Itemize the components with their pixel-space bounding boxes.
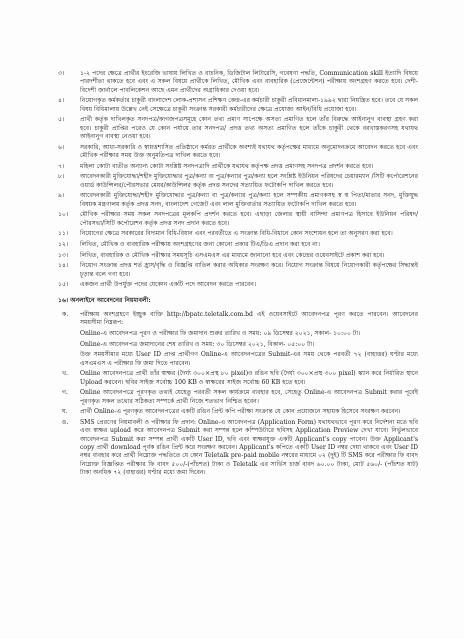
clause-text: ১-২ পদের ক্ষেত্রে প্রার্থীর ইংরেজি ভাষায় লিখিত ও বাচনিক, ডিজিটাল লিটারেসি, গবেষণা পদ্ধতি, Communication skill ইত্যাদি বিষয়ে পারদর্শীতা থাকতে হবে এবং এ সকল বিষয়ে প্রার্থীকে লিখিত, মৌখিক এবং ব্যবহারিক (প্রেজেন্টেশন) পরীক্ষায় অংশগ্রহণ করতে হবে। দেশী-বিদেশী জার্নালে পাবলিকেশন আছে এমন প্রার্থীদের অগ্রাধিকার দেওয়া হবে। [80,70,418,94]
clause-text: লিখিত, মৌখিক ও ব্যবহারিক পরীক্ষায় অংশগ্রহণের জন্য কোনো প্রকার টিএ/ডিএ প্রদান করা হবে না। [80,241,320,248]
sub-clause-number: খ. [62,370,68,378]
clause-text: নিয়োগকৃত কর্মকর্তার চাকুরী বাংলাদেশ লোক-প্রশাসন প্রশিক্ষণ কেন্দ্র-এর কর্মচারী চাকুরী প্রবিধানমালা-১৯৯২ দ্বারা নিয়ন্ত্রিত হবে। তবে যে সকল বিষয় বিধিমালায় উল্লেখ নেই সেক্ষেত্রে চাকুরী সংক্রান্ত সরকারী কর্মচারীদের ক্ষেত্রে প্রযোজ্য আইন/বিধি প্রযোজ্য হবে। [80,97,418,113]
clause-10 [58,211,418,228]
clause-number: ১২। [58,241,69,248]
sub-clause-end-date [58,341,418,349]
sub-clause-text: Online-এ আবেদনপত্র পূরণ ও পরীক্ষার ফি জমাদান শুরুর তারিখ ও সময়: ০৯ ডিসেম্বর ২০২১, সকাল- ১০:০০ টা। [80,330,361,337]
clause-number: ৯। [58,192,65,200]
sub-clause-text: Online আবেদনপত্রে প্রার্থী তাঁর স্বাক্ষর (দৈর্ঘ্য ৩০০×প্রস্থ ৮০ pixel)ও রঙিন ছবি (দৈর্ঘ্য ৩০০×প্রস্থ ৩০০ pixel) স্ক্যান করে নির্ধারিত স্থানে Upload করবেন। ছবির সাইজ সর্বোচ্চ 100 KB ও স্বাক্ষরের সাইজ সর্বোচ্চ 60 KB হতে হবে। [80,370,418,386]
clause-text: একজন প্রার্থী উপর্যুক্ত পদের যেকোন একটি পদে আবেদন করতে পারবেন। [80,281,257,289]
sub-clause-text: উক্ত সময়সীমার মধ্যে User ID প্রাপ্ত প্রার্থীগণ Online-এ আবেদনপত্রের Submit-এর সময় থেকে পরবর্তী ৭২ (বাহাত্তর) ঘণ্টার মধ্যে এসএমএস এ পরীক্ষার ফি জমা দিতে পারবেন। [80,351,418,367]
clause-text: প্রার্থী কর্তৃক দাখিলকৃত সনদপত্র/কাগজপত্রসমূহে কোন তথ্য প্রমাণ সাপেক্ষে অসত্য প্রমাণিত হলে তাঁর বিরুদ্ধে আইনানুগ ব্যবস্থা গ্রহণ করা হবে। চাকুরী প্রাপ্তির পরেও যে কোন পর্যায়ে তার সনদপত্র/ প্রদত্ত তথ্য অসত্য প্রমাণিত হলে তাঁকে চাকুরী থেকে বরখাস্তকরণসহ যথাযথ আইনানুগ ব্যবস্থা নেওয়া হবে। [80,116,418,141]
clause-text: মহিলা কোটা ব্যতীত অন্যান্য কোটা সংশ্লিষ্ট সনদপত্রাদি প্রার্থীকে যথাযথ কর্তৃপক্ষ প্রদত্ত প্রমাণসহ সনদপত্র প্রদর্শন করতে হবে। [80,162,374,170]
clause-number: ৭। [58,162,65,170]
clause-11 [58,230,418,238]
sub-clause-kha [58,370,418,387]
clause-number: ১৩। [58,251,69,259]
sub-clause-text: পরীক্ষায় অংশগ্রহণে ইচ্ছুক ব্যক্তি http://bpatc.teletalk.com.bd এই ওয়েবসাইটে আবেদনপত্র পূরণ করতে পারবেন। আবেদনের সময়সীমা নিম্নরূপ: [80,311,418,327]
sub-clause-number: ঘ. [62,408,68,416]
sub-clause-ka [58,311,418,328]
clause-text: লিখিত, ব্যবহারিক ও মৌখিক পরীক্ষার সময়সূচি এসএমএস এর মাধ্যমে জানানো হবে এবং কেন্দ্রের ওয়েবসাইটে প্রকাশ করা হবে। [80,251,385,259]
clause-number: ১০। [58,211,69,219]
clause-number: ৩। [58,70,65,77]
clause-4 [58,97,418,114]
clause-8 [58,173,418,190]
clause-15 [58,281,418,289]
clause-number: ৪। [58,97,65,105]
clause-number: ১১। [58,230,69,238]
clause-5 [58,116,418,141]
document-body [58,70,418,480]
sub-clause-number: গ. [62,389,68,397]
sub-clause-uma [58,419,418,478]
clause-text: আবেদনকারী মুক্তিযোদ্ধা/শহীদ মুক্তিযোদ্ধার পুত্র/কন্যা বা পুত্র/কন্যার পুত্র/কন্যা হলে সংশ্লিষ্ট ইউনিয়ন পরিষদের চেয়ারম্যান /সিটি কর্পোরেশনের ওয়ার্ড কাউন্সিলর/পৌরসভার মেয়র/কাউন্সিলর কর্তৃক প্রদত্ত সনদের সত্যায়িত ফটোকপি দাখিল করতে হবে। [80,173,418,189]
sub-clause-text: Online আবেদনপত্রে পূরণকৃত তথ্যই যেহেতু পরবর্তী সকল কার্যক্রমে ব্যবহার হবে, সেহেতু Online-এ আবেদনপত্র Submit করার পূর্বেই পূরণকৃত সকল তথ্যের সঠিকতা সম্পর্কে প্রার্থী নিজে শতভাগ নিশ্চিত হবেন। [80,389,418,405]
clause-text: নিয়োগের ক্ষেত্রে সরকারের বিদ্যমান বিধি-বিধান এবং পরবর্তীতে এ সংক্রান্ত বিধি-বিধানে কোন সংশোধন হলে তা অনুসরণ করা হবে। [80,230,393,238]
sub-clause-start-date [58,330,418,338]
clause-text: সরকারি, আধা-সরকারি ও স্বায়ত্তশাসিত প্রতিষ্ঠানে কর্মরত প্রার্থীকে অবশ্যই যথাযথ কর্তৃপক্ষের মাধ্যমে অনুমোদনক্রমে আবেদন করতে হবে এবং মৌখিক পরীক্ষার সময় উক্ত অনুমতিপত্র দাখিল করতে হবে। [80,143,418,160]
clause-number: ৮। [58,173,65,181]
sub-clause-fee-window [58,351,418,368]
clause-14 [58,262,418,279]
clause-number: ১৫। [58,281,69,289]
clause-number: ৬। [58,143,65,151]
clause-text: আবেদনকারী মুক্তিযোদ্ধা/শহীদ মুক্তিযোদ্ধার পুত্র/কন্যা বা পুত্র/কন্যার পুত্র/কন্যা হলে সম্পর্কীয় প্রমাণকসহ স্ব স্ব পিতা/মাতার সনদ, মুক্তিযুদ্ধ বিষয়ক মন্ত্রণালয় কর্তৃক প্রদত্ত সনদ, বাংলাদেশ গেজেট এবং লাল মুক্তিবার্তার সত্যায়িত ফটোকপি দাখিল করতে হবে। [80,192,418,208]
section-title-online-application: ১৬। অনলাইনে আবেদনের নিয়মাবলী: [58,296,151,304]
clause-6 [58,144,418,161]
clause-3 [58,70,418,95]
clause-13 [58,252,418,260]
sub-clause-text: SMS প্রেরণের নিয়মাবলী ও পরীক্ষার ফি প্রদান: Online-এ আবেদনপত্র (Application Form) যথাযথভাবে পূরণ করে নির্দেশনা মতে ছবি এবং স্বাক্ষর upload করে আবেদনপত্র Submit করা সম্পন্ন হলে কম্পিউটারে ছবিসহ Application Preview দেখা যাবে। নির্ভুলভাবে আবেদনপত্র Submit করা সম্পন্ন প্রার্থী একটি User ID, ছবি এবং স্বাক্ষরযুক্ত একটি Applicant's copy পাবেন। উক্ত Applicant's copy প্রার্থী download পূর্বক রঙিন প্রিন্ট করে সংরক্ষণ করবেন। Applicant's কপিতে একটি User ID নম্বর দেয়া থাকবে এবং User ID নম্বর ব্যবহার করে প্রার্থী নিম্নোক্ত পদ্ধতিতে যে কোন Teletalk pre-paid mobile নম্বরের মাধ্যমে ০২ (দুই) টি SMS করে পরীক্ষার ফি বাবদ নিম্নোক্ত বিজ্ঞপ্তিত পরীক্ষার ফি বাবদ ৫০০/-(পাঁচশত) টাকা ও Teletalk এর সার্ভিস চার্জ বাবদ ৬০.০০ টাকা, মোট ৫৬০/- (পাঁচশত ষাট) টাকা অনধিক ৭২ (বাহাত্তর) ঘণ্টার মধ্যে জমা দিবেন। [80,418,418,477]
sub-clause-number: ঙ. [62,418,69,426]
clause-9 [58,192,418,209]
clause-text: নিয়োগ সংক্রান্ত প্রদত্ত শর্ত হ্রাস/বৃদ্ধি ও বিজ্ঞপ্তি বাতিল করার অধিকার সংরক্ষণ করে। নিয়োগ সংক্রান্ত বিষয়ে নিয়োগকারী কর্তৃপক্ষের সিদ্ধান্তই চূড়ান্ত বলে গণ্য হবে। [80,262,418,278]
clause-12 [58,241,418,249]
clause-number: ১৪। [58,262,69,270]
sub-clause-text: Online-এ আবেদনপত্র জমাদানের শেষ তারিখ ও সময়: ৩০ ডিসেম্বর ২০২১, বিকাল- ০৫:০০ টা। [80,340,315,348]
clause-number: ৫। [58,116,65,124]
sub-clause-gha [58,408,418,416]
sub-clause-ga [58,389,418,406]
sub-clause-text: প্রার্থী Online-এ পূরণকৃত আবেদনপত্রের একটি রঙিন প্রিন্ট কপি পরীক্ষা সংক্রান্ত যে কোন প্রয়োজনে সহায়ক হিসেবে সংরক্ষণ করবেন। [80,408,401,416]
sub-clause-number: ক. [62,311,69,318]
clause-7 [58,163,418,171]
clause-text: মৌখিক পরীক্ষার সময় সকল সনদপত্রের মূলকপি প্রদর্শন করতে হবে। এছাড়া জেলার স্থায়ী বাসিন্দা প্রমাণপত্র হিসাবে ইউনিয়ন পরিষদ/পৌরসভা/সিটি কর্পোরেশন কর্তৃক প্রদত্ত সনদ প্রদান করতে হবে। [80,211,418,227]
